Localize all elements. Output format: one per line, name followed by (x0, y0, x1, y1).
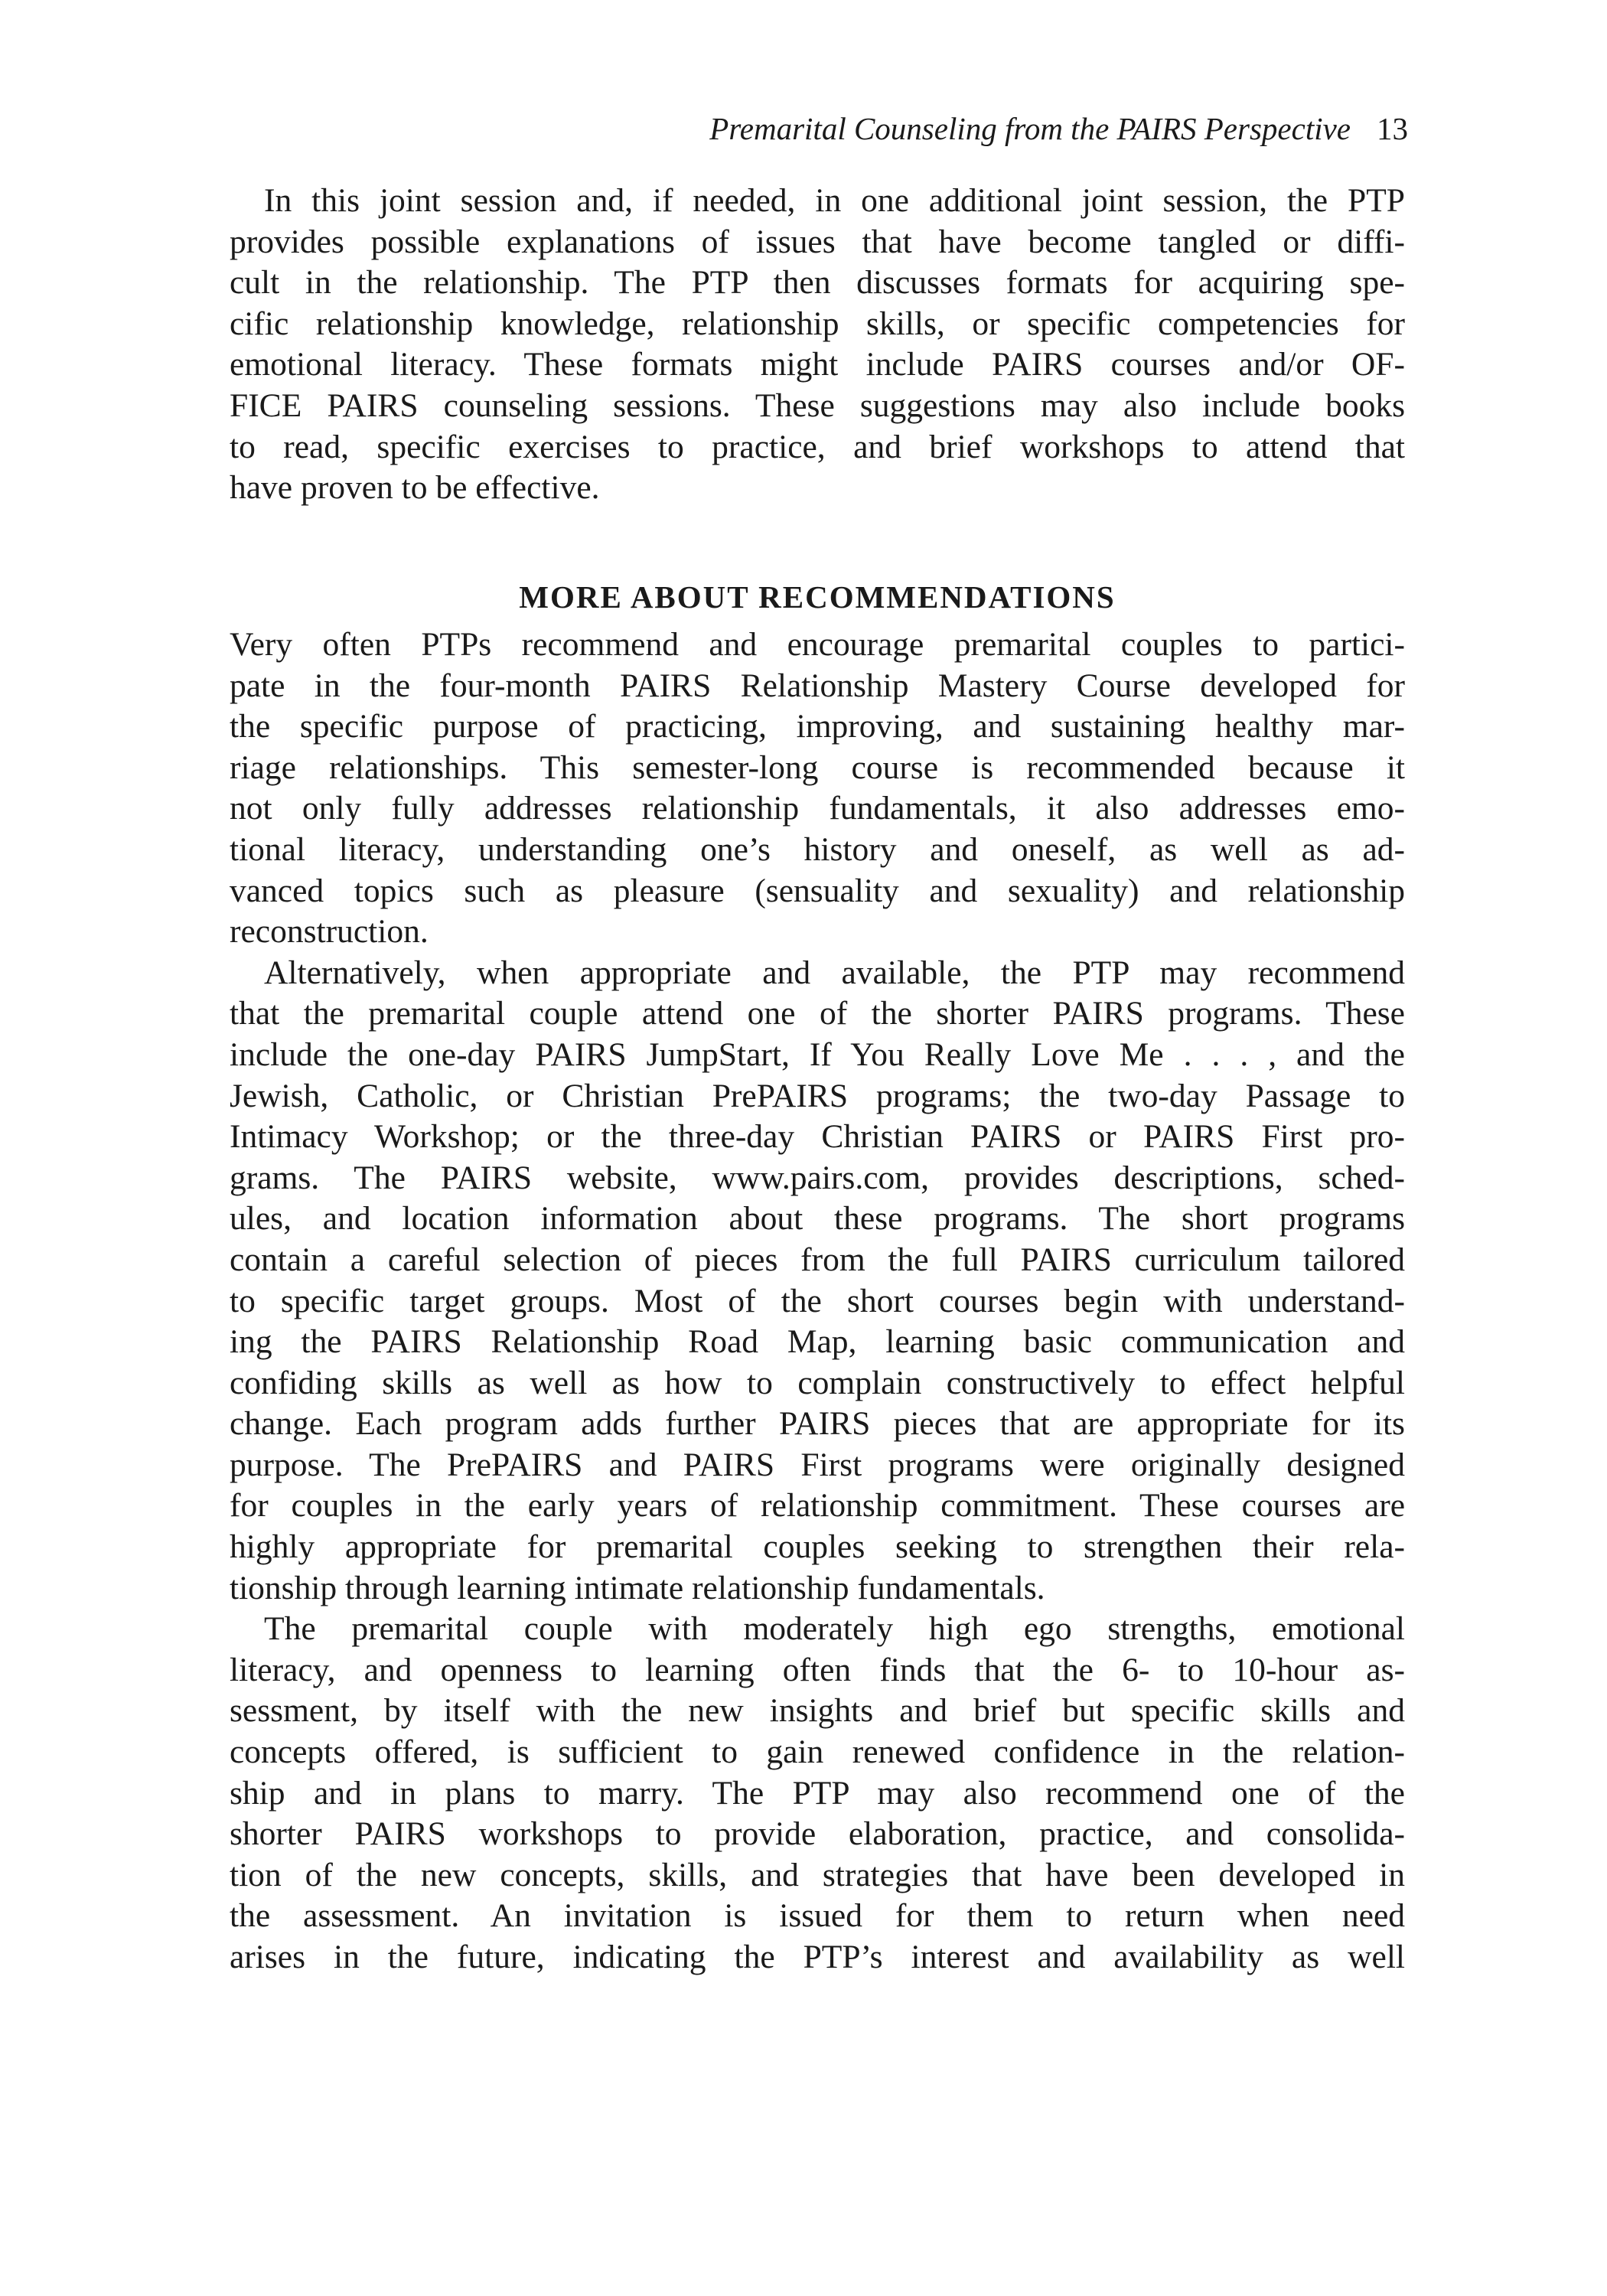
text-line: cific relationship knowledge, relationship skills, or specific competencies for (230, 305, 1405, 342)
text-line: reconstruction. (230, 913, 429, 951)
body-text-top (230, 181, 1405, 509)
text-line: emotional literacy. These formats might include PAIRS courses and/or OF- (230, 346, 1405, 383)
text-line: literacy, and openness to learning often finds that the 6- to 10-hour as- (230, 1651, 1405, 1688)
paragraph (230, 953, 1405, 1609)
text-line: In this joint session and, if needed, in one additional joint session, the PTP (264, 182, 1405, 219)
text-line: concepts offered, is sufficient to gain renewed confidence in the relation- (230, 1733, 1405, 1771)
text-line: ing the PAIRS Relationship Road Map, learning basic communication and (230, 1323, 1405, 1361)
text-line: for couples in the early years of relationship commitment. These courses are (230, 1487, 1405, 1525)
section-heading: MORE ABOUT RECOMMENDATIONS (519, 579, 1116, 615)
text-line: Very often PTPs recommend and encourage premarital couples to partici- (230, 626, 1405, 663)
text-line: ules, and location information about these programs. The short programs (230, 1200, 1405, 1238)
text-line: arises in the future, indicating the PTP’s interest and availability as well (230, 1939, 1405, 1975)
text-line: purpose. The PrePAIRS and PAIRS First programs were originally designed (230, 1446, 1405, 1483)
text-line: include the one-day PAIRS JumpStart, If You Really Love Me . . . , and the (230, 1035, 1405, 1073)
text-line: pate in the four-month PAIRS Relationship Mastery Course developed for (230, 667, 1405, 704)
text-line: riage relationships. This semester-long course is recommended because it (230, 748, 1405, 786)
paragraph (230, 181, 1405, 509)
paragraph (230, 625, 1405, 953)
text-line: that the premarital couple attend one of the shorter PAIRS programs. These (230, 995, 1405, 1032)
text-line: tionship through learning intimate relationship fundamentals. (230, 1569, 1045, 1606)
text-line: the specific purpose of practicing, improving, and sustaining healthy mar- (230, 708, 1405, 745)
text-line: grams. The PAIRS website, www.pairs.com, provides descriptions, sched- (230, 1159, 1405, 1196)
text-line: to read, specific exercises to practice, and brief workshops to attend that (230, 428, 1405, 465)
text-line: not only fully addresses relationship fundamentals, it also addresses emo- (230, 790, 1405, 827)
text-line: to specific target groups. Most of the short courses begin with understand- (230, 1282, 1405, 1319)
text-line: tional literacy, understanding one’s history and oneself, as well as ad- (230, 830, 1405, 868)
text-line: contain a careful selection of pieces from the full PAIRS curriculum tailored (230, 1241, 1405, 1278)
text-line: highly appropriate for premarital couples seeking to strengthen their rela- (230, 1528, 1405, 1566)
text-line: cult in the relationship. The PTP then discusses formats for acquiring spe- (230, 264, 1405, 302)
text-line: Alternatively, when appropriate and available, the PTP may recommend (264, 954, 1405, 991)
text-line: have proven to be effective. (230, 469, 600, 507)
body-text-main (230, 625, 1405, 1978)
text-line: Intimacy Workshop; or the three-day Christian PAIRS or PAIRS First pro- (230, 1118, 1405, 1156)
text-line: The premarital couple with moderately high ego strengths, emotional (264, 1610, 1405, 1648)
page-number: 13 (1377, 111, 1408, 146)
text-line: sessment, by itself with the new insights and brief but specific skills and (230, 1692, 1405, 1730)
text-line: shorter PAIRS workshops to provide elaboration, practice, and consolida- (230, 1815, 1405, 1853)
text-line: Jewish, Catholic, or Christian PrePAIRS programs; the two-day Passage to (230, 1077, 1405, 1114)
running-head-title: Premarital Counseling from the PAIRS Perspective (709, 111, 1351, 146)
text-line: provides possible explanations of issues that have become tangled or diffi- (230, 223, 1405, 260)
text-line: change. Each program adds further PAIRS pieces that are appropriate for its (230, 1405, 1405, 1443)
text-line: tion of the new concepts, skills, and strategies that have been developed in (230, 1856, 1405, 1893)
running-head (230, 109, 1408, 148)
text-line: ship and in plans to marry. The PTP may also recommend one of the (230, 1774, 1405, 1812)
text-line: confiding skills as well as how to complain constructively to effect helpful (230, 1364, 1405, 1401)
text-line: FICE PAIRS counseling sessions. These suggestions may also include books (230, 386, 1405, 424)
text-line: vanced topics such as pleasure (sensuality and sexuality) and relationship (230, 872, 1405, 909)
text-line: the assessment. An invitation is issued for them to return when need (230, 1897, 1405, 1935)
paragraph (230, 1609, 1405, 1978)
